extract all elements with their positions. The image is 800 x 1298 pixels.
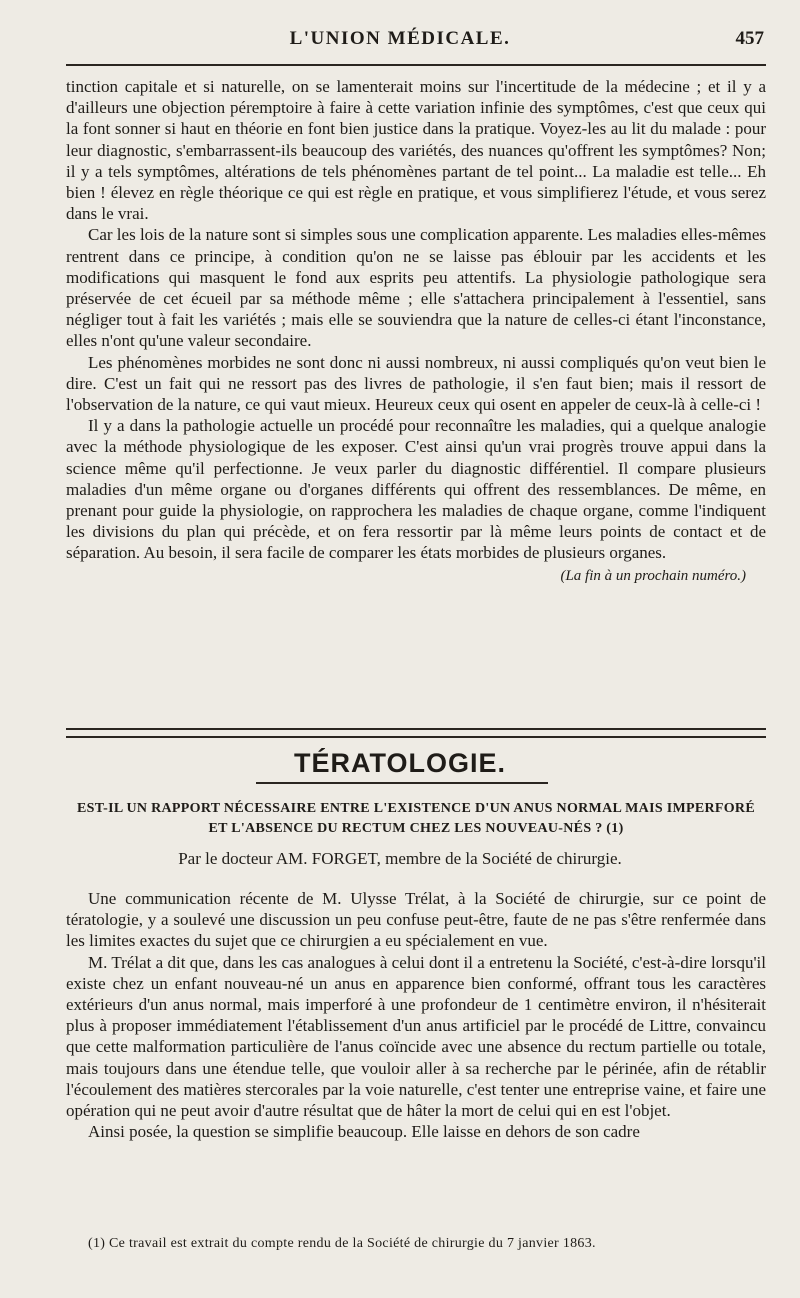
continuation-note: (La fin à un prochain numéro.) (560, 567, 746, 584)
running-title: L'UNION MÉDICALE. (289, 28, 511, 49)
title-underline (256, 782, 548, 784)
paragraph: Ainsi posée, la question se simplifie beaucoup. Elle laisse en dehors de son cadre (88, 1122, 640, 1142)
paragraph: tinction capitale et si naturelle, on se lamenterait moins sur l'incertitude de la médecine ; et il y a d'ailleurs une objection péremptoire à faire à cette variation infinie des symptômes, c'est que ceux qui la font sonner si haut en théorie en font bien justice dans la pratique. Voyez-les au lit du malade : pour leur diagnostic, s'embarrassent-ils beaucoup des variétés, des nuances qu'offrent les symptômes? Non; il y a tels symptômes, altérations de tels phénomènes partant de tel point... La maladie est telle... Eh bien ! élevez en règle théorique ce qui est règle en pratique, et vous simplifierez l'étude, et vous serez dans le vrai. (66, 77, 766, 224)
header-rule (66, 64, 766, 66)
paragraph: Une communication récente de M. Ulysse Trélat, à la Société de chirurgie, sur ce point de tératologie, y a soulevé une discussion un peu confuse peut-être, faute de ne pas s'être renfermée dans les limites exactes du sujet que ce chirurgien a eu spécialement en vue. (66, 889, 766, 951)
footnote: (1) Ce travail est extrait du compte rendu de la Société de chirurgie du 7 janvier 1863. (88, 1236, 596, 1251)
article-heading (66, 799, 766, 839)
section-title: TÉRATOLOGIE. (293, 748, 506, 778)
section-divider (66, 728, 766, 738)
article-author: Par le docteur AM. FORGET, membre de la Société de chirurgie. (178, 849, 622, 868)
article-body (66, 888, 766, 1142)
continued-article (66, 76, 766, 587)
page-number: 457 (735, 28, 764, 49)
paragraph: Les phénomènes morbides ne sont donc ni aussi nombreux, ni aussi compliqués qu'on veut bien le dire. C'est un fait qui ne ressort pas des livres de pathologie, il s'en faut bien; mais il ressort de l'observation de la nature, ce qui vaut mieux. Heureux ceux qui osent en appeler de ceux-là à celle-ci ! (66, 352, 766, 415)
paragraph: M. Trélat a dit que, dans les cas analogues à celui dont il a entretenu la Société, c'est-à-dire lorsqu'il existe chez un enfant nouveau-né un anus en apparence bien conformé, offrant tous les caractères extérieurs d'un anus normal, mais imperforé à une profondeur de 1 centimètre environ, il n'hésiterait plus à proposer immédiatement l'établissement d'un anus artificiel par le procédé de Littre, convaincu que cette malformation particulière de l'anus coïncide avec une absence du rectum partielle ou totale, mais toujours dans une étendue telle, que vouloir aller à sa recherche par le périnée, afin de rétablir l'écoulement des matières stercorales par la voie naturelle, c'est tenter une entreprise vaine, et faire une opération qui ne peut avoir d'autre résultat que de hâter la mort de celui qui en est l'objet. (66, 952, 766, 1121)
article-heading-line: ET L'ABSENCE DU RECTUM CHEZ LES NOUVEAU-NÉS ? (1) (208, 821, 624, 836)
running-head (0, 28, 800, 56)
paragraph: Il y a dans la pathologie actuelle un procédé pour reconnaître les maladies, qui a quelque analogie avec la méthode physiologique de les exposer. C'est ainsi qu'un vrai progrès trouve appui dans la science même qu'il perfectionne. Je veux parler du diagnostic différentiel. Il compare plusieurs maladies d'un même organe ou d'organes différents qui offrent des ressemblances. De même, en prenant pour guide la physiologie, on rapprochera les maladies de chaque organe, comme l'indiquent les divisions du plan qui précède, et on fera ressortir par là même leurs points de contact et de séparation. Au besoin, il sera facile de comparer les états morbides de plusieurs organes. (66, 416, 766, 563)
article-heading-line: EST-IL UN RAPPORT NÉCESSAIRE ENTRE L'EXISTENCE D'UN ANUS NORMAL MAIS IMPERFORÉ (77, 801, 755, 816)
paragraph: Car les lois de la nature sont si simples sous une complication apparente. Les maladies elles-mêmes rentrent dans ce principe, à condition qu'on ne se laisse pas éblouir par les accidents et les modifications qui masquent le fond aux esprits peu attentifs. La physiologie pathologique sera préservée de cet écueil par sa méthode même ; elle s'attachera principalement à l'essentiel, sans négliger tout à fait les variétés ; mais elle se souviendra que la nature de celles-ci étant l'inconstance, elles n'ont qu'une valeur secondaire. (66, 225, 766, 351)
